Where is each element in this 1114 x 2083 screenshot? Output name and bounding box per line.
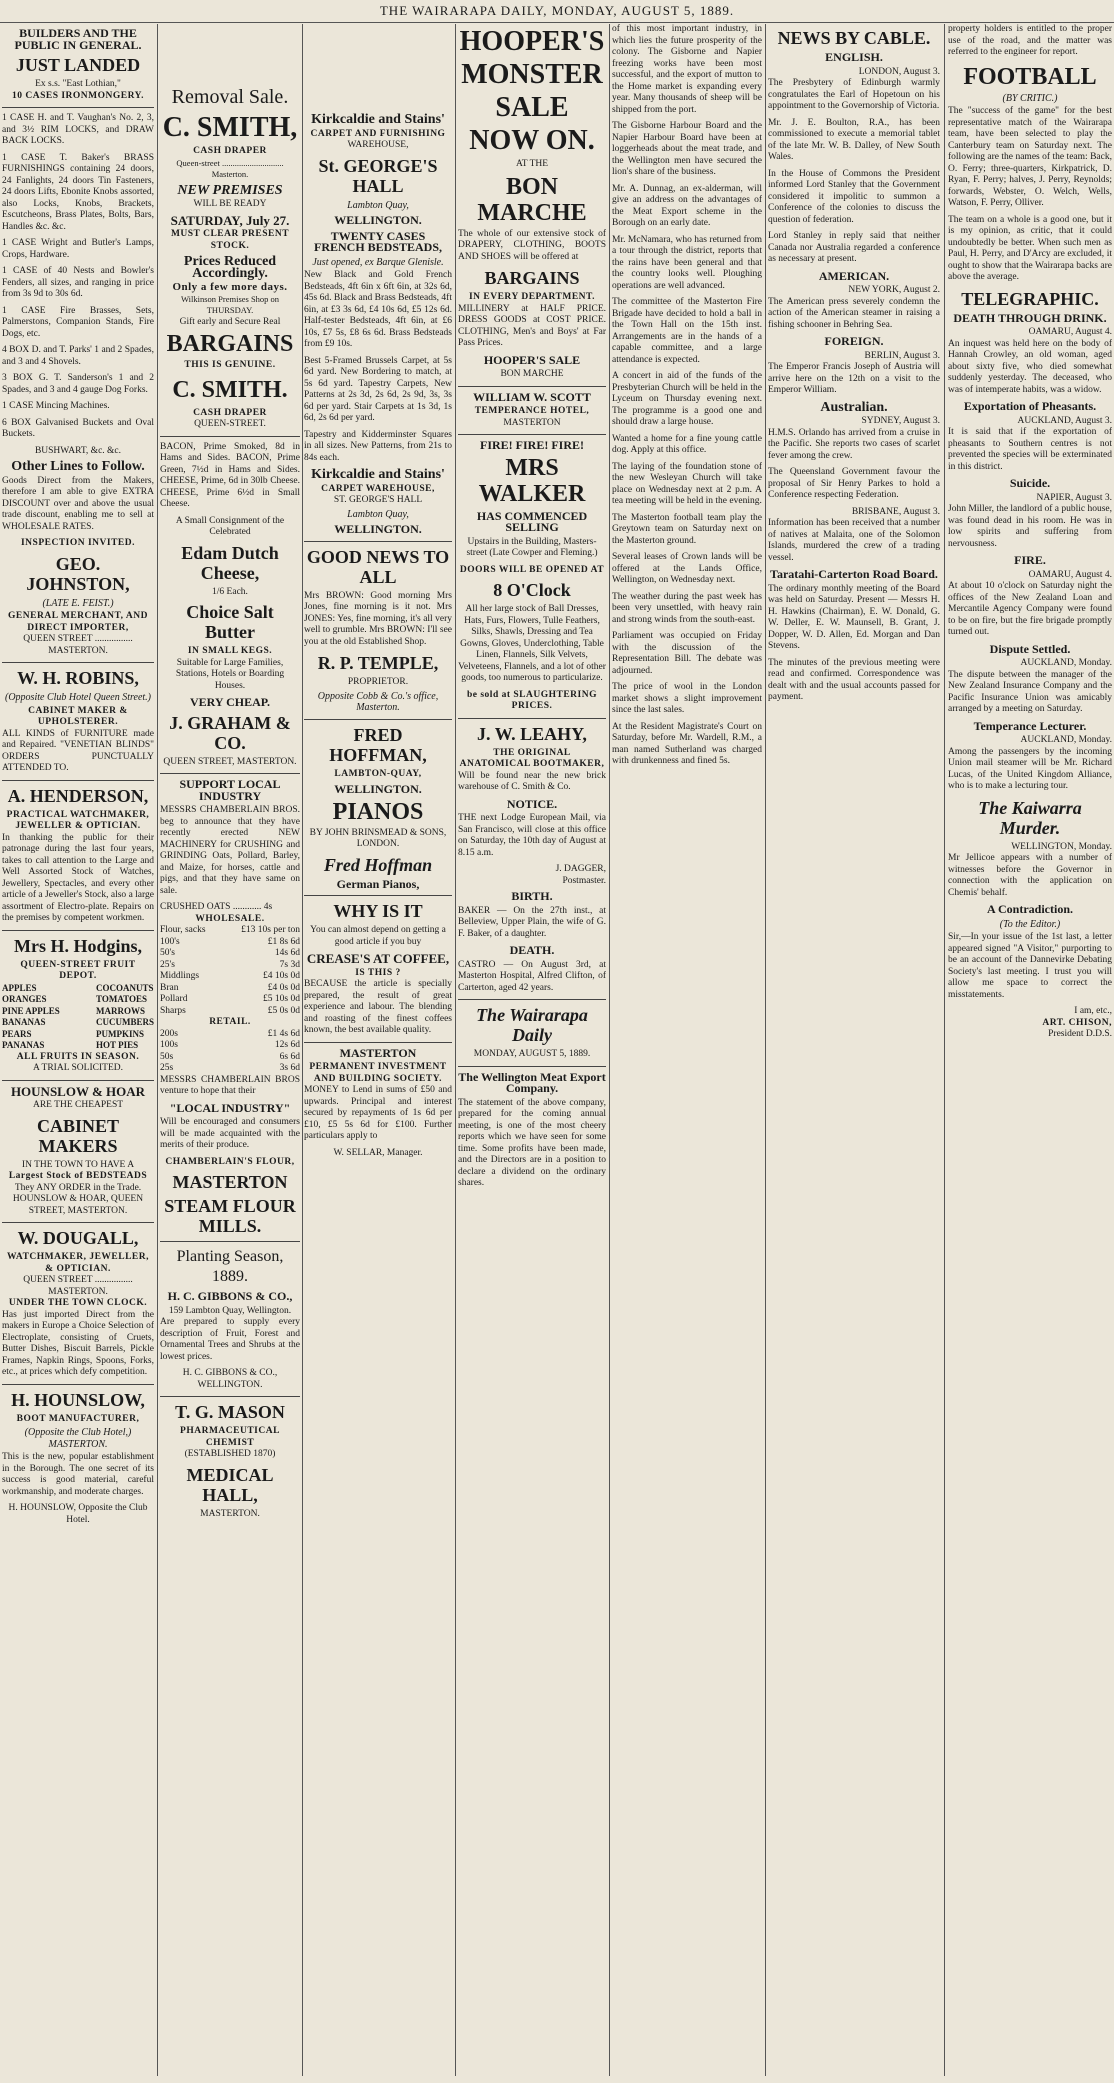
- article-text: The price of wool in the London market shows a slight improvement since the last sales.: [612, 682, 762, 715]
- ad-text: MESSRS CHAMBERLAIN BROS venture to hope that their: [160, 1074, 300, 1096]
- ad-text: MONEY to Lend in sums of £50 and upwards. Principal and interest secured by repayments of 1s 6d per £10, £5 5s 6d for £100. Further particulars apply to: [304, 1085, 452, 1141]
- ad-text: IN THE TOWN TO HAVE A: [21, 1159, 135, 1170]
- article-text: The "success of the game" for the best representative match of the Wairarapa team, have been selected to play the Canterbury team on Saturday next. The following are the names of the team: Back, O. Ferry; three-quarters, Kirkpatrick, D. Ryan, F. Perry; halves, J. Perry, Reynolds; forwards, Webster, O. Welch, Wells, Watson, F. Perry, Olliver.: [948, 106, 1112, 208]
- list-item: 3 BOX G. T. Sanderson's 1 and 2 Spades, and 3 and 4 gauge Dog Forks.: [2, 373, 154, 395]
- ad-heading: Kirkcaldie and Stains': [311, 112, 445, 127]
- ad-text: PRACTICAL WATCHMAKER, JEWELLER & OPTICIAN.: [6, 809, 150, 831]
- ad-heading: Choice Salt Butter: [186, 602, 274, 642]
- dateline: NEW YORK, August 2.: [848, 285, 940, 295]
- section-heading: Taratahi-Carterton Road Board.: [770, 567, 938, 581]
- ad-heading: BON MARCHE: [477, 173, 587, 226]
- ad-heading: BARGAINS: [484, 268, 580, 288]
- ad-heading: MONSTER: [461, 59, 603, 90]
- article-text: The Queensland Government favour the proposal of Sir Henry Parkes to hold a Conference respecting Federation.: [768, 467, 940, 500]
- ad-text: Best 5-Framed Brussels Carpet, at 5s 6d yard. New Bordering to match, at 5s 6d yard. Tapestry Carpets, New Patterns at 2s 3d, 2s 6d, 2s 9d, 3s, 3s 6d per yard. Stair Carpets at 1s 3d, 1s 6d, 2s 6d per yard.: [304, 355, 452, 423]
- table-row: 100s 12s 6d: [160, 1040, 300, 1050]
- signature: I am, etc.,: [1074, 1006, 1112, 1016]
- dateline: AUCKLAND, Monday.: [1020, 735, 1112, 745]
- ad-text: PERMANENT INVESTMENT AND BUILDING SOCIETY.: [309, 1062, 447, 1084]
- section-heading: NEWS BY CABLE.: [777, 28, 931, 48]
- ad-text: Queen-street ............................. Masterton.: [176, 157, 284, 179]
- article-heading: Exportation of Pheasants.: [963, 399, 1097, 413]
- ad-text: Postmaster.: [562, 875, 606, 886]
- paper-title: The Wairarapa Daily: [476, 1005, 588, 1045]
- byline: (BY CRITIC.): [1002, 92, 1058, 104]
- table-row: 50s 6s 6d: [160, 1051, 300, 1062]
- table-row: 100's £1 8s 6d: [160, 936, 300, 947]
- table-row: 25s 3s 6d: [160, 1063, 300, 1073]
- article-text: A concert in aid of the funds of the Presbyterian Church will be held in the Lyceum on Thursday evening next. The programme is a good one and should draw a large house.: [612, 371, 762, 427]
- ad-text: BACON, Prime Smoked, 8d in Hams and Sides. BACON, Prime Green, 7½d in Hams and Sides. CHEESE, Prime, 6d in 30lb Cheese. CHEESE, Prime 6½d in Small Cheese.: [160, 441, 300, 509]
- article-text: The dispute between the manager of the New Zealand Insurance Company and the Pacific Insurance Union was amicably arranged by a meeting on Saturday.: [948, 669, 1112, 714]
- ad-text: CARPET AND FURNISHING: [310, 128, 446, 139]
- table-row: 200s £1 4s 6d: [160, 1028, 300, 1039]
- ad-text: QUEEN-STREET FRUIT DEPOT.: [20, 959, 136, 981]
- ad-text: THIS IS GENUINE.: [184, 360, 276, 370]
- notice-text: BAKER — On the 27th inst., at Belleview, Upper Plain, the wife of G. F. Baker, of a daughter.: [458, 905, 606, 939]
- ad-heading: PIANOS: [332, 798, 424, 825]
- article-text: of this most important industry, in which lies the future prosperity of the colony. The Gisborne and Napier freezing works have been most successful, and the export of mutton to the Home market is expanding every year. Many thousands of sheep will be shipped from the port.: [612, 24, 762, 115]
- ad-text: Gift early and Secure Real: [179, 316, 281, 327]
- ad-text: GENERAL MERCHANT, AND DIRECT IMPORTER,: [8, 611, 148, 633]
- signature: ART. CHISON,: [1042, 1017, 1112, 1028]
- ad-text: QUEEN STREET ................ MASTERTON.: [23, 1275, 133, 1297]
- dateline: SYDNEY, August 3.: [861, 416, 940, 426]
- ad-text: BOOT MANUFACTURER,: [16, 1413, 140, 1424]
- dateline: AUCKLAND, August 3.: [1017, 415, 1112, 426]
- ad-text: Has just imported Direct from the makers in Europe a Choice Selection of Electroplate, consisting of Cruets, Butter Dishes, Biscuit Barrels, Pickle Frames, Napkin Rings, Spoons, Forks, etc., at prices which defy competition.: [2, 1309, 154, 1377]
- ad-heading: Removal Sale.: [171, 86, 289, 108]
- ad-subheading: (LATE E. FEIST.): [42, 597, 114, 609]
- ad-text: Mrs BROWN: Good morning Mrs Jones, fine morning is it not. Mrs JONES: Yes, fine morning, it's all very well to grumble. Mrs BROWN: I'll see you at the old Established Shop.: [304, 590, 452, 647]
- ad-subheading: (Opposite Club Hotel Queen Street.): [5, 692, 151, 703]
- ad-heading: CREASE'S AT COFFEE,: [306, 951, 450, 966]
- ad-text: ALL FRUITS IN SEASON.: [16, 1051, 140, 1062]
- ad-text: W. SELLAR, Manager.: [333, 1147, 423, 1158]
- ad-text: CHAMBERLAIN'S FLOUR,: [165, 1156, 295, 1167]
- ad-text: They ANY ORDER in the Trade.: [14, 1182, 142, 1193]
- article-text: Among the passengers by the incoming Union mail steamer will be Mr. Richard Lucas, of the United Kingdom Alliance, who is to make a lecturing tour.: [948, 746, 1112, 791]
- list-item: 1 CASE Mincing Machines.: [2, 401, 110, 411]
- letter-text: Sir,—In your issue of the 1st last, a letter appeared signed "A Visitor," purporting to be an account of the Dannevirke Debating Society's last meeting. I trust you will allow me space to correct the misstatements.: [948, 932, 1112, 1000]
- column-rule: [944, 24, 945, 2076]
- ad-text: In thanking the public for their patronage during the last four years, takes to call attention to the Large and Well Assorted Stock of Watches, Jewellery, Spectacles, and every other article of a Jeweller's Stock, also a large assortment of Electro-plate. Repairs on the premises by competent workmen.: [2, 832, 154, 923]
- article-text: The Emperor Francis Joseph of Austria will arrive here on the 12th on a visit to the Emperor William.: [768, 362, 940, 395]
- ad-text: PROPRIETOR.: [347, 677, 409, 687]
- section-heading: AMERICAN.: [818, 268, 890, 283]
- ad-heading: NEW PREMISES: [177, 182, 283, 198]
- ad-heading: "LOCAL INDUSTRY": [169, 1100, 291, 1115]
- ad-text: Wilkinson Premises Shop on THURSDAY.: [180, 293, 280, 315]
- article-text: The statement of the above company, prepared for the coming annual meeting, is one of the most cheery reports which we have seen for some time. Some profits have been made, and the Directors are in a position to declare a dividend on the ordinary shares.: [458, 1097, 606, 1188]
- article-text: The weather during the past week has been very unsettled, with heavy rain and strong winds from the south-east.: [612, 591, 762, 625]
- article-text: The American press severely condemn the action of the American steamer in raising a fishing schooner in Behring Sea.: [768, 296, 940, 330]
- article-heading: The Kaiwarra Murder.: [978, 797, 1082, 838]
- list-item: 4 BOX D. and T. Parks' 1 and 2 Spades, and 3 and 4 Shovels.: [2, 345, 154, 367]
- table-row: Flour, sacks £13 10s per ton: [160, 925, 300, 935]
- column-rule: [455, 24, 456, 2076]
- article-heading: Temperance Lecturer.: [973, 718, 1087, 733]
- paper-date: MONDAY, AUGUST 5, 1889.: [473, 1049, 591, 1059]
- section-heading: DEATH.: [509, 943, 555, 957]
- ad-text: MASTERTON.: [200, 1508, 260, 1519]
- ad-subheading: Lambton Quay,: [347, 199, 409, 211]
- signature: President D.D.S.: [1048, 1029, 1112, 1039]
- list-item: 1 CASE H. and T. Vaughan's No. 2, 3, and 3½ RIM LOCKS, and DRAW BACK LOCKS.: [2, 113, 154, 146]
- ad-text: CASH DRAPER: [193, 146, 267, 156]
- column-4: [458, 24, 606, 2076]
- ad-text: QUEEN STREET, MASTERTON.: [163, 756, 297, 767]
- ad-heading: GOOD NEWS TO ALL: [306, 546, 450, 587]
- ad-text: The whole of our extensive stock of DRAPERY, CLOTHING, BOOTS AND SHOES will be offered at: [458, 228, 606, 262]
- byline: (To the Editor.): [999, 918, 1061, 930]
- ad-text: WAREHOUSE,: [347, 140, 409, 150]
- column-rule: [609, 24, 610, 2076]
- article-text: property holders is entitled to the proper use of the road, and the matter was referred to the engineer for report.: [948, 24, 1112, 57]
- ad-text: THE next Lodge European Mail, via San Francisco, will close at this office on Saturday, the 10th day of August at 8.15 a.m.: [458, 813, 606, 858]
- article-text: An inquest was held here on the body of Hannah Crowley, an old woman, aged about sixty five, who died somewhat suddenly yesterday. The deceased, who was of intemperate habits, was a widow.: [948, 338, 1112, 395]
- ad-text: 159 Lambton Quay, Wellington.: [168, 1305, 292, 1316]
- ad-text: ALL KINDS of FURNITURE made and Repaired. "VENETIAN BLINDS" ORDERS PUNCTUALLY ATTENDED TO.: [2, 728, 154, 773]
- dateline: LONDON, August 3.: [858, 66, 940, 77]
- ad-heading: St. GEORGE'S HALL: [318, 155, 438, 196]
- article-text: The Presbytery of Edinburgh warmly congratulates the Earl of Hopetoun on his appointment to the Governorship of Victoria.: [768, 78, 940, 111]
- ad-text: LAMBTON-QUAY,: [334, 768, 422, 779]
- ad-text: New Black and Gold French Bedsteads, 4ft 6in x 6ft 6in, at 32s 6d, 45s 6d. Black and Brass Bedsteads, 4ft 6in, at £3 3s 6d, £4 10s 6d, £5 12s 6d. Half-tester Bedsteads, 4ft 6in, at £6 10s, £7 5s, £8 6s 6d. Brass Bedsteads from £9 10s.: [304, 270, 452, 349]
- ad-heading: WILLIAM W. SCOTT: [473, 389, 591, 404]
- ad-text: BECAUSE the article is specially prepared, the result of great experience and labour. The blending and roasting of the finest coffees known, the best available quality.: [304, 979, 452, 1035]
- ad-subheading: Lambton Quay,: [347, 508, 409, 520]
- dateline: OAMARU, August 4.: [1028, 569, 1112, 580]
- section-heading: BIRTH.: [511, 889, 553, 903]
- ad-subheading: Opposite Cobb & Co.'s office, Masterton.: [317, 690, 439, 713]
- ad-text: MASTERTON: [503, 417, 561, 428]
- article-text: At the Resident Magistrate's Court on Saturday, before Mr. Wardell, R.M., a man named Sutherland was charged with drunkenness and fined 5s.: [612, 721, 762, 766]
- article-text: In the House of Commons the President informed Lord Stanley that the Government considered it impolitic to summon a Conference of the colonies to discuss the question of federation.: [768, 168, 940, 225]
- list-item: 1 CASE Wright and Butler's Lamps, Crops, Hardware.: [2, 238, 154, 260]
- ad-text: 1/6 Each.: [212, 586, 248, 597]
- ad-heading: CABINET MAKERS: [36, 1115, 120, 1156]
- ad-text: HOUNSLOW & HOAR, QUEEN STREET, MASTERTON.: [12, 1194, 144, 1216]
- column-1: [2, 24, 154, 2076]
- list-item: 1 CASE of 40 Nests and Bowler's Fenders, all sizes, and ranging in price from 3s 9d to 30s 6d.: [2, 266, 154, 299]
- dateline: NAPIER, August 3.: [1036, 492, 1112, 503]
- ad-heading: FIRE! FIRE! FIRE!: [480, 438, 584, 452]
- ad-subheading: (Opposite the Club Hotel,) MASTERTON.: [24, 1427, 132, 1450]
- ad-subheading: 10 CASES IRONMONGERY.: [11, 90, 144, 101]
- article-text: The team on a whole is a good one, but it is my opinion, as critic, that it could undoubtedly be better. When such men as Paul, H. Perry, and D'Arcy are excluded, it ought to show that the Wairarapa backs are above the average.: [948, 214, 1112, 282]
- ad-text: AT THE: [515, 159, 549, 169]
- column-5: [612, 24, 762, 2076]
- ad-heading: H. C. GIBBONS & CO.,: [167, 1289, 293, 1303]
- ad-text: This is the new, popular establishment in the Borough. The one secret of its success is good material, careful workmanship, and moderate charges.: [2, 1452, 154, 1497]
- table-row: Bran £4 0s 0d: [160, 982, 300, 993]
- ad-heading: Planting Season, 1889.: [176, 1248, 284, 1285]
- ad-text: CABINET MAKER & UPHOLSTERER.: [28, 705, 128, 727]
- article-text: The Gisborne Harbour Board and the Napier Harbour Board have been at loggerheads about the meat trade, and the Wellington men have secured the lion's share of the business.: [612, 121, 762, 177]
- article-text: Mr. J. E. Boulton, R.A., has been commissioned to execute a memorial tablet of the late Mr. W. B. Dalley, of New South Wales.: [768, 117, 940, 162]
- article-text: The ordinary monthly meeting of the Board was held on Saturday. Present — Messrs H. H. Hawkins (Chairman), E. W. Donald, G. W. Deller, E. W. Maunsell, B. Grant, J. Dopper, W. D. Allen, Ed. Morgan and Dan Stevens.: [768, 583, 940, 651]
- ad-heading: SATURDAY, July 27.: [170, 212, 290, 228]
- ad-text: MESSRS CHAMBERLAIN BROS. beg to announce that they have recently erected NEW MACHINERY for CRUSHING and GRINDING Oats, Pollard, Barley, and Maize, for horses, cattle and pigs, and that they have same on sale.: [160, 805, 300, 896]
- ad-heading: C. SMITH.: [172, 376, 288, 403]
- ad-heading: Fred Hoffman: [323, 854, 433, 875]
- ad-heading: Kirkcaldie and Stains': [311, 467, 445, 482]
- ad-heading: 8 O'Clock: [493, 580, 571, 600]
- ad-text: IS THIS ?: [355, 967, 401, 978]
- column-7: [948, 24, 1112, 2076]
- ad-text: A Small Consignment of the Celebrated: [175, 515, 285, 537]
- ad-text: MUST CLEAR PRESENT STOCK.: [170, 229, 290, 251]
- article-heading: DEATH THROUGH DRINK.: [953, 310, 1107, 325]
- ad-heading: HOOPER'S: [459, 26, 605, 57]
- article-text: Mr. McNamara, who has returned from a tour through the district, reports that the rains have been general and that the country looks well. Ploughing operations are well advanced.: [612, 234, 762, 291]
- ad-text: Will be found near the new brick warehouse of C. Smith & Co.: [458, 770, 606, 792]
- ad-text: BY JOHN BRINSMEAD & SONS, LONDON.: [309, 827, 447, 849]
- article-text: Parliament was occupied on Friday with the discussion of the Representation Bill. The debate was adjourned.: [612, 631, 762, 676]
- ad-text: Only a few more days.: [172, 281, 288, 293]
- ad-text: TEMPERANCE HOTEL,: [474, 406, 590, 416]
- ad-text: H. HOUNSLOW, Opposite the Club Hotel.: [8, 1503, 148, 1525]
- price-list: [160, 1029, 300, 1075]
- ad-heading: VERY CHEAP.: [189, 695, 271, 709]
- ad-heading: MRS WALKER: [478, 454, 586, 507]
- article-text: John Miller, the landlord of a public house, was found dead in his room. He was in low spirits and suffering from nervousness.: [948, 504, 1112, 549]
- article-heading: A Contradiction.: [986, 902, 1073, 916]
- ad-text: Largest Stock of BEDSTEADS: [8, 1171, 148, 1181]
- ad-heading: WELLINGTON.: [334, 522, 422, 536]
- section-heading: TELEGRAPHIC.: [961, 288, 1099, 309]
- ad-heading: J. GRAHAM & CO.: [169, 712, 291, 753]
- ad-text: All her large stock of Ball Dresses, Hats, Furs, Flowers, Tulle Feathers, Silks, Shawls, Dressing and Tea Gowns, Gloves, Underclothing, Table Linen, Flannels, Silk Velvets, Velveteens, Flannels, and a lot of other goods, too numerous to particularize.: [458, 604, 606, 683]
- ad-text: QUEEN STREET ................ MASTERTON.: [23, 634, 133, 656]
- ad-heading: MEDICAL HALL,: [186, 1464, 274, 1505]
- ad-text: You can almost depend on getting a good article if you buy: [310, 925, 446, 947]
- ad-text: A TRIAL SOLICITED.: [33, 1063, 123, 1073]
- ad-text: Suitable for Large Families, Stations, Hotels or Boarding Houses.: [175, 657, 285, 691]
- ad-text: IN EVERY DEPARTMENT.: [468, 292, 596, 302]
- ad-text: Upstairs in the Building, Masters-street (Late Cowper and Fleming.): [466, 536, 598, 558]
- ad-subheading: Just opened, ex Barque Glenisle.: [312, 256, 444, 268]
- article-text: At about 10 o'clock on Saturday night the offices of the New Zealand Loan and Mercantile Agency Company were found to be on fire, but the fire brigade promptly turned out.: [948, 581, 1112, 637]
- table-row: 50's 14s 6d: [160, 948, 300, 958]
- ad-text: INSPECTION INVITED.: [20, 538, 136, 548]
- article-text: It is said that if the exportation of pheasants to Southern centres is not prevented the species will be exterminated in this district.: [948, 427, 1112, 472]
- list-item: 1 CASE Fire Brasses, Sets, Palmerstons, Companion Stands, Fire Dogs, etc.: [2, 305, 154, 339]
- ad-heading: FRED HOFFMAN,: [329, 724, 427, 765]
- ad-text: THE ORIGINAL ANATOMICAL BOOTMAKER,: [459, 747, 605, 769]
- ad-text: CRUSHED OATS ............ 4s: [160, 902, 273, 912]
- article-text: Several leases of Crown lands will be offered at the Lands Office, Wellington, on Wednesday next.: [612, 552, 762, 585]
- ad-heading: JUST LANDED: [15, 55, 141, 75]
- dateline: WELLINGTON, Monday.: [1011, 841, 1112, 852]
- ad-heading: BUILDERS AND THE PUBLIC IN GENERAL.: [14, 26, 142, 52]
- ad-text: H. C. GIBBONS & CO., WELLINGTON.: [182, 1368, 278, 1390]
- ad-text: QUEEN-STREET.: [194, 419, 266, 429]
- ad-heading: WELLINGTON.: [334, 782, 422, 796]
- ad-text: IN SMALL KEGS.: [187, 646, 273, 656]
- ad-heading: Other Lines to Follow.: [11, 459, 145, 474]
- column-rule: [157, 24, 158, 2076]
- article-text: H.M.S. Orlando has arrived from a cruise in the Pacific. She reports two cases of scarlet fever among the crew.: [768, 427, 940, 461]
- ad-text: BON MARCHE: [500, 369, 564, 379]
- ad-heading: SALE: [495, 92, 569, 123]
- ad-text: RETAIL.: [209, 1017, 251, 1027]
- ad-heading: HAS COMMENCED SELLING: [476, 508, 588, 534]
- article-text: Mr. A. Dunnag, an ex-alderman, will give an address on the advantages of the Meat Export scheme in the Borough on an early date.: [612, 183, 762, 228]
- ad-text: DOORS WILL BE OPENED AT: [459, 564, 605, 575]
- ad-heading: W. H. ROBINS,: [17, 668, 139, 688]
- masthead-title: THE WAIRARAPA DAILY, MONDAY, AUGUST 5, 1889.: [379, 3, 735, 18]
- column-6: [768, 24, 940, 2076]
- ad-heading: HOOPER'S SALE: [483, 352, 581, 367]
- ad-heading: NOTICE.: [506, 796, 558, 811]
- dateline: OAMARU, August 4.: [1028, 327, 1112, 337]
- ad-heading: A. HENDERSON,: [7, 785, 149, 806]
- ad-text: WHOLESALE.: [195, 913, 265, 924]
- section-heading: ENGLISH.: [825, 50, 883, 64]
- ad-text: Goods Direct from the Makers, therefore I am able to give EXTRA DISCOUNT over and above the usual trade discount, enabling me to sell at WHOLESALE RATES.: [2, 475, 154, 532]
- fruit-list: APPLES ORANGES PINE APPLES BANANAS PEARS PANANAS COCOANUTS TOMATOES MARROWS CUCUMBERS PUMPKINS HOT PIES: [2, 982, 154, 1050]
- list-item: 1 CASE T. Baker's BRASS FURNISHINGS containing 24 doors, 24 Fanlights, 24 doors Tin Fasteners, 24 doors Lifts, Ebonite Knobs assorted, also Locks, Knobs, Brackets, Escutcheons, Brass Plates, Bolts, Bars, Handles &c. &c.: [2, 152, 154, 232]
- table-row: Pollard £5 10s 0d: [160, 994, 300, 1004]
- section-heading: FOOTBALL: [963, 63, 1097, 90]
- article-text: Mr Jellicoe appears with a number of witnesses before the Governor in connection with the application on Chemis' behalf.: [948, 853, 1112, 898]
- ad-heading: German Pianos,: [336, 876, 420, 891]
- ad-heading: MASTERTON: [172, 1172, 288, 1192]
- ad-heading: Mrs H. Hodgins,: [13, 935, 142, 956]
- masthead: [0, 0, 1114, 23]
- ad-text: Are prepared to supply every description of Fruit, Forest and Ornamental Trees and Shrubs at the lowest prices.: [160, 1317, 300, 1362]
- dateline: BRISBANE, August 3.: [851, 506, 940, 517]
- section-heading: Australian.: [820, 399, 888, 415]
- notice-text: CASTRO — On August 3rd, at Masterton Hospital, Alfred Clifton, of Carterton, aged 42 years.: [458, 959, 606, 993]
- ad-text: UNDER THE TOWN CLOCK.: [8, 1298, 148, 1308]
- ad-text: Tapestry and Kidderminster Squares in all sizes. New Patterns, from 21s to 84s each.: [304, 429, 452, 463]
- ad-heading: WELLINGTON.: [334, 213, 422, 227]
- ad-heading: Edam Dutch Cheese,: [181, 542, 279, 583]
- ad-text: Will be encouraged and consumers will be made acquainted with the merits of their produce.: [160, 1117, 300, 1150]
- table-row: Middlings £4 10s 0d: [160, 971, 300, 981]
- ad-text: WATCHMAKER, JEWELLER, & OPTICIAN.: [6, 1252, 150, 1274]
- column-2: [160, 24, 300, 2076]
- column-3: [304, 24, 452, 2076]
- article-text: The committee of the Masterton Fire Brigade have decided to hold a ball in the Town Hall on the 15th inst. Arrangements are in the hands of a capable committee, and a large attendance is expected.: [612, 297, 762, 365]
- ad-text: BUSHWART, &c. &c.: [34, 445, 122, 456]
- ad-heading: R. P. TEMPLE,: [317, 653, 439, 673]
- ad-text: (ESTABLISHED 1870): [184, 1449, 276, 1459]
- ad-heading: T. G. MASON: [175, 1402, 285, 1422]
- article-heading: Suicide.: [1009, 476, 1051, 490]
- article-text: Information has been received that a number of natives at Malaita, one of the Solomon Islands, murdered the crew of a trading vessel.: [768, 518, 940, 563]
- ad-subheading: Ex s.s. "East Lothian,": [35, 79, 121, 89]
- article-text: Lord Stanley in reply said that neither Canada nor Australia regarded a conference as necessary at present.: [768, 231, 940, 264]
- ad-heading: Prices Reduced Accordingly.: [183, 254, 277, 281]
- ad-heading: SUPPORT LOCAL INDUSTRY: [179, 777, 281, 803]
- article-heading: FIRE.: [1014, 553, 1046, 567]
- ad-text: J. DAGGER,: [555, 864, 606, 874]
- ad-heading: WHY IS IT: [333, 901, 423, 921]
- article-text: The laying of the foundation stone of the new Wesleyan Church will take place on Wednesday next at 2 p.m. A tea meeting will be held in the evening.: [612, 461, 762, 506]
- ad-heading: MASTERTON: [339, 1045, 417, 1060]
- ad-heading: STEAM FLOUR MILLS.: [164, 1196, 296, 1236]
- ad-heading: GEO. JOHNSTON,: [26, 553, 130, 594]
- ad-text: CARPET WAREHOUSE,: [321, 483, 435, 494]
- ad-heading: TWENTY CASES FRENCH BEDSTEADS,: [313, 228, 443, 254]
- ad-text: ARE THE CHEAPEST: [32, 1100, 124, 1110]
- ad-heading: NOW ON.: [469, 125, 595, 156]
- dateline: AUCKLAND, Monday.: [1020, 658, 1112, 668]
- price-list: [160, 925, 300, 1017]
- column-rule: [302, 24, 303, 2076]
- article-heading: Dispute Settled.: [989, 641, 1071, 656]
- ad-heading: C. SMITH,: [162, 112, 298, 143]
- ad-text: CASH DRAPER: [193, 407, 267, 418]
- column-rule: [765, 24, 766, 2076]
- table-row: Sharps £5 0s 0d: [160, 1005, 300, 1016]
- ad-heading: BARGAINS: [166, 331, 294, 357]
- article-heading: The Wellington Meat Export Company.: [458, 1069, 606, 1095]
- table-row: 25's 7s 3d: [160, 959, 300, 970]
- ad-heading: J. W. LEAHY,: [477, 723, 587, 744]
- ad-text: PHARMACEUTICAL CHEMIST: [180, 1426, 280, 1448]
- ad-heading: W. DOUGALL,: [17, 1228, 139, 1248]
- ad-text: WILL BE READY: [193, 199, 267, 209]
- article-text: The minutes of the previous meeting were read and confirmed. Correspondence was dealt with and the usual accounts passed for payment.: [768, 657, 940, 702]
- ad-text: be sold at SLAUGHTERING PRICES.: [466, 689, 597, 711]
- section-heading: FOREIGN.: [824, 334, 884, 348]
- article-text: Wanted a home for a fine young cattle dog. Apply at this office.: [612, 433, 762, 455]
- ad-heading: HOUNSLOW & HOAR: [10, 1083, 146, 1099]
- ad-text: MILLINERY at HALF PRICE. DRESS GOODS at COST PRICE. CLOTHING, Men's and Boys' at Far Pass Prices.: [458, 303, 606, 348]
- dateline: BERLIN, August 3.: [864, 350, 940, 361]
- ad-heading: H. HOUNSLOW,: [11, 1389, 145, 1410]
- article-text: The Masterton football team play the Greytown team on Saturday next on the Masterton ground.: [612, 512, 762, 546]
- ad-text: ST. GEORGE'S HALL: [333, 495, 423, 505]
- list-item: 6 BOX Galvanised Buckets and Oval Buckets.: [2, 417, 154, 439]
